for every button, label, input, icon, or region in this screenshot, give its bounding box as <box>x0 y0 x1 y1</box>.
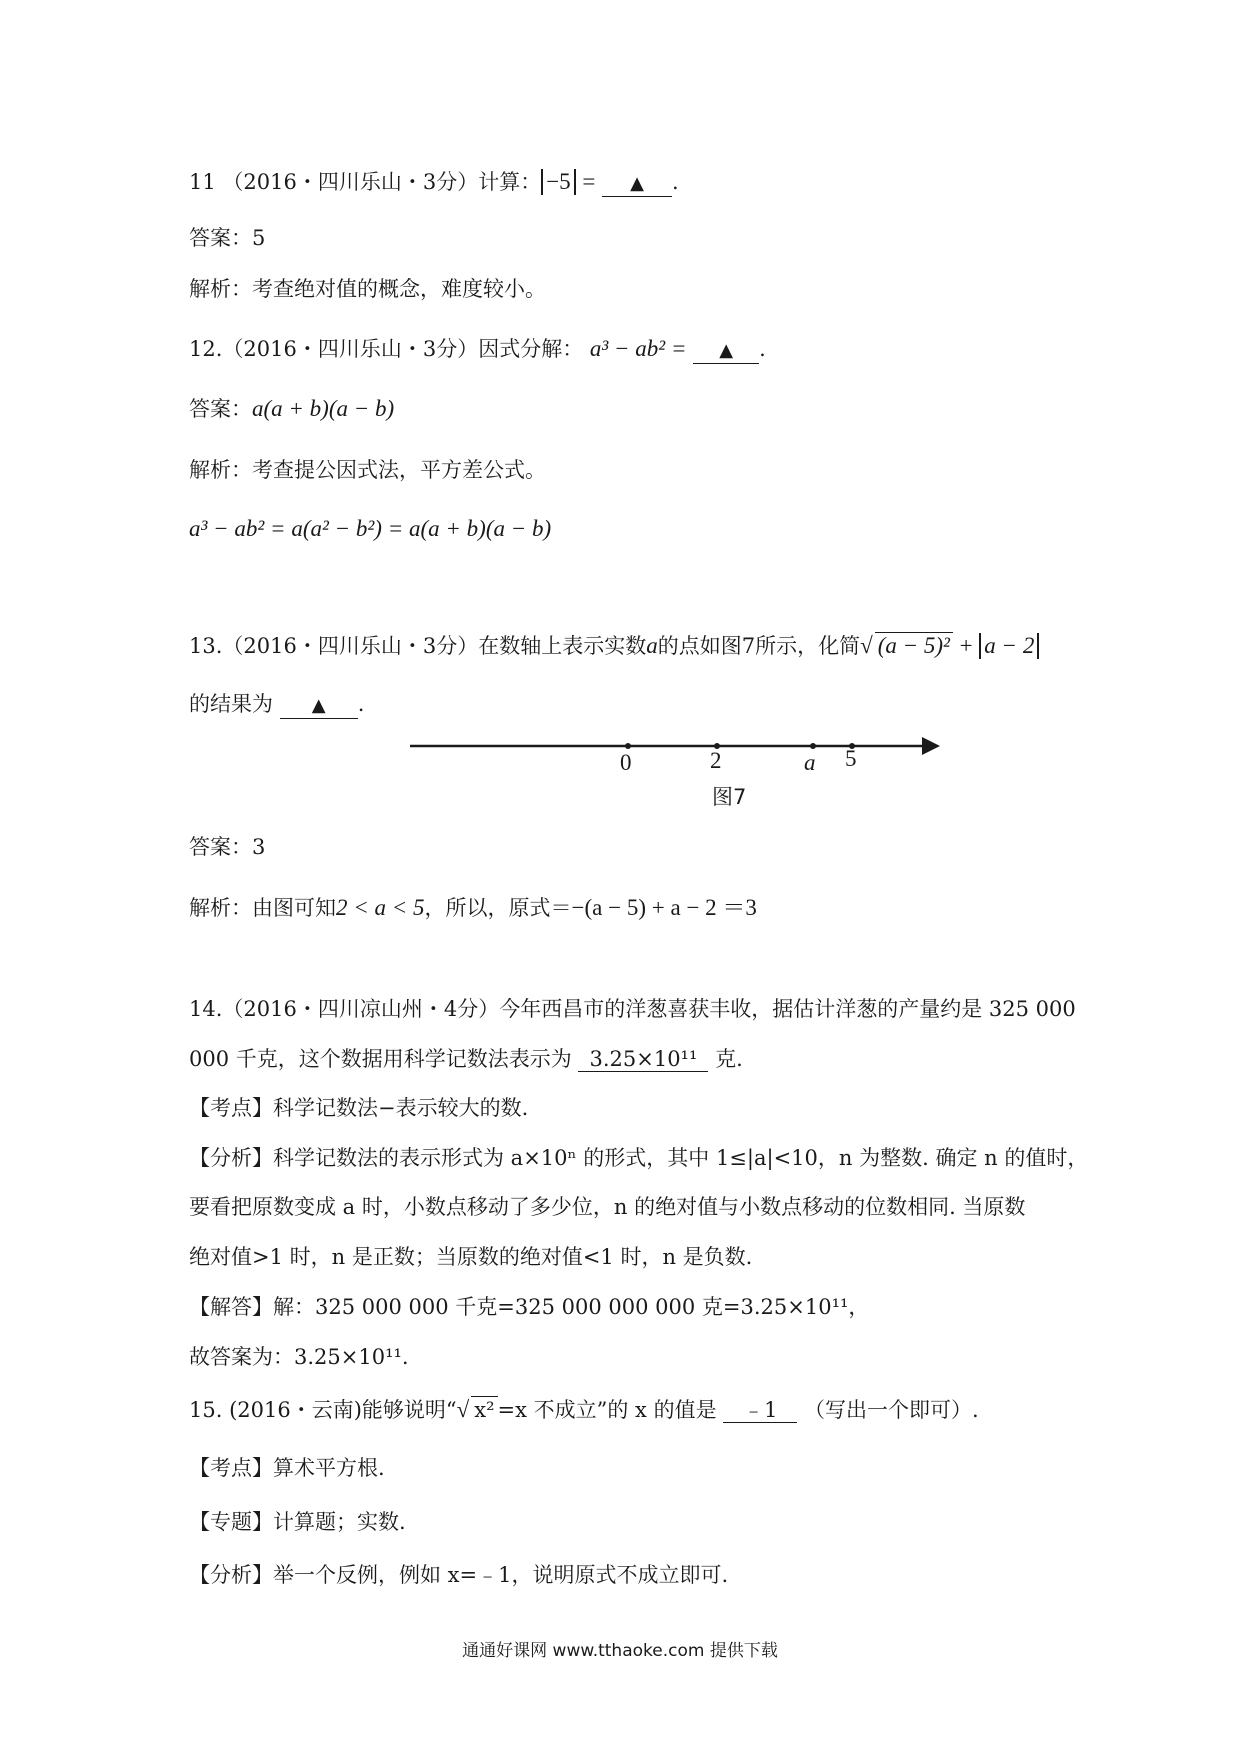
q14-kaodian: 【考点】科学记数法−表示较大的数. <box>189 1096 529 1120</box>
q12-analysis: 解析：考查提公因式法，平方差公式。 <box>189 458 546 482</box>
q12-period: . <box>759 337 766 361</box>
triangle-icon: ▲ <box>311 695 326 716</box>
q13-analysis <box>189 893 757 923</box>
q15-question-text-a: 15. (2016・云南)能够说明“ <box>189 1398 457 1422</box>
q13-analysis-text-b: ，所以，原式＝ <box>424 896 572 920</box>
q14-line2 <box>189 1044 743 1074</box>
q14-fenxi-3: 绝对值>1 时，n 是正数；当原数的绝对值<1 时，n 是负数. <box>189 1245 753 1269</box>
axis-label-a: a <box>804 750 816 775</box>
q15-fenxi: 【分析】举一个反例，例如 x=﹣1，说明原式不成立即可. <box>189 1563 729 1587</box>
q13-analysis-expr: −(a − 5) + a − 2 ＝3 <box>571 895 757 920</box>
q14-line2-text-b: 克. <box>715 1047 743 1071</box>
number-line-figure <box>0 0 1240 820</box>
q12-answer-label: 答案： <box>189 397 252 421</box>
figure-caption: 图7 <box>712 785 747 809</box>
q13-var: a <box>646 633 658 658</box>
number-line-arrow-icon <box>922 737 940 755</box>
sqrt-icon: √ <box>860 633 873 658</box>
q15-answer-blank: ﹣1 <box>723 1398 797 1423</box>
q12-derivation: a³ − ab² = a(a² − b²) = a(a + b)(a − b) <box>189 516 552 541</box>
q14-fenxi-2: 要看把原数变成 a 时，小数点移动了多少位，n 的绝对值与小数点移动的位数相同. 当原数 <box>189 1195 1026 1219</box>
tick-a <box>810 743 816 749</box>
q14-jieda: 【解答】解：325 000 000 千克=325 000 000 000 克=3.25×10¹¹， <box>189 1295 870 1319</box>
q11-question-text: 11 （2016・四川乐山・3分）计算： <box>189 170 542 194</box>
q11-abs-expr: −5 <box>541 169 575 195</box>
axis-label-2: 2 <box>710 748 722 773</box>
q13-question-text-a: 13.（2016・四川乐山・3分）在数轴上表示实数 <box>189 634 647 658</box>
q13-answer: 答案：3 <box>189 835 266 859</box>
axis-label-0: 0 <box>620 750 632 775</box>
q15-question-text-b: =x 不成立”的 x 的值是 <box>497 1398 717 1422</box>
q13-period: . <box>357 692 365 716</box>
footer-credit: 通通好课网 www.tthaoke.com 提供下载 <box>462 1641 778 1661</box>
q12-answer-expr: a(a + b)(a − b) <box>252 396 395 421</box>
q11-analysis: 解析：考查绝对值的概念，难度较小。 <box>189 277 546 301</box>
q13-sqrt-expr: (a − 5)² <box>875 632 953 659</box>
q14-line1: 14.（2016・四川凉山州・4分）今年西昌市的洋葱喜获丰收，据估计洋葱的产量约是 325 000 <box>189 997 1076 1021</box>
q12-question-text: 12.（2016・四川乐山・3分）因式分解： <box>189 337 584 361</box>
q14-final: 故答案为：3.25×10¹¹. <box>189 1345 409 1369</box>
q13-plus: + <box>959 633 973 658</box>
q15-zhuanti: 【专题】计算题；实数. <box>189 1510 406 1534</box>
q13-question-text-b: 的点如图7所示，化简 <box>657 634 861 658</box>
q11-period: . <box>672 170 679 194</box>
q14-answer-blank: 3.25×10¹¹ <box>578 1047 708 1072</box>
q15-question-text-c: （写出一个即可）. <box>803 1398 979 1422</box>
q13-analysis-text-a: 解析：由图可知 <box>189 896 336 920</box>
axis-label-5: 5 <box>845 746 857 771</box>
triangle-icon: ▲ <box>630 173 644 194</box>
q14-line2-text-a: 000 千克，这个数据用科学记数法表示为 <box>189 1047 572 1071</box>
q14-fenxi-1: 【分析】科学记数法的表示形式为 a×10ⁿ 的形式，其中 1≤|a|<10，n 为整数. 确定 n 的值时， <box>189 1146 1089 1170</box>
triangle-icon: ▲ <box>719 340 734 361</box>
tick-0 <box>625 743 631 749</box>
q15-question <box>189 1395 979 1425</box>
q15-kaodian: 【考点】算术平方根. <box>189 1456 385 1480</box>
q13-abs-expr: a − 2 <box>979 633 1039 659</box>
q12-expr: a³ − ab² = <box>589 336 687 361</box>
sqrt-icon: √ <box>456 1397 470 1422</box>
q15-sqrt-expr: x² <box>471 1396 497 1423</box>
q13-line2-text: 的结果为 <box>189 692 273 716</box>
q11-equals: = <box>582 169 596 194</box>
q13-analysis-inequality: 2 < a < 5 <box>336 895 425 920</box>
q11-answer: 答案：5 <box>189 226 266 250</box>
